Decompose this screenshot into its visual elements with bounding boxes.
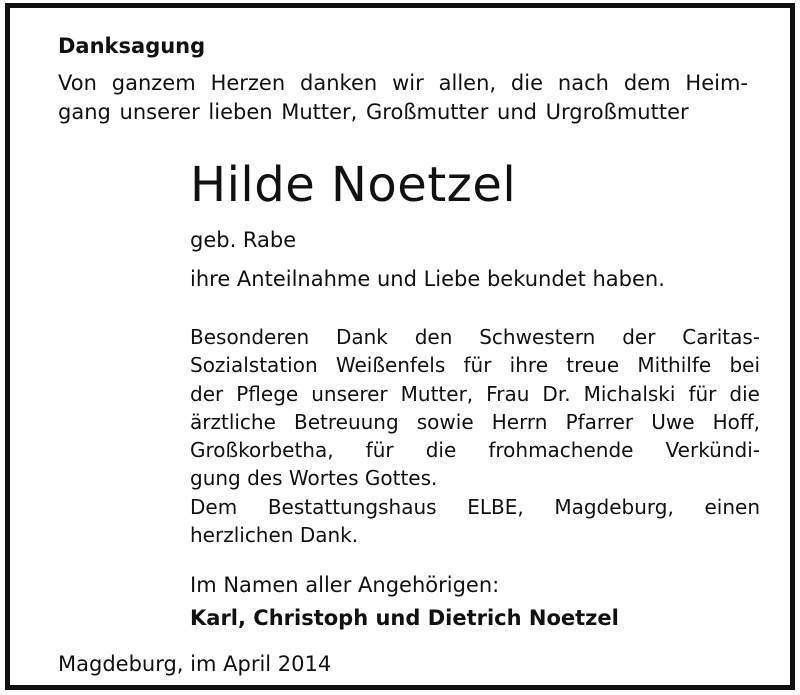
sympathy-line: ihre Anteilnahme und Liebe bekundet haben. <box>190 267 665 291</box>
birth-name: geb. Rabe <box>190 228 297 252</box>
thanks-paragraph <box>190 323 760 549</box>
thanks-line: gung des Wortes Gottes. <box>190 466 438 491</box>
intro-line: Von ganzem Herzen danken wir allen, die nach dem Heim- <box>58 71 748 95</box>
thanks-line: ärztliche Betreuung sowie Herrn Pfarrer Uwe Hoff, <box>190 409 760 434</box>
on-behalf-line: Im Namen aller Angehörigen: <box>190 573 500 597</box>
deceased-name: Hilde Noetzel <box>190 157 517 213</box>
thanks-line: Sozialstation Weißenfels für ihre treue Mithilfe bei <box>190 353 760 378</box>
thanks-line: der Pflege unserer Mutter, Frau Dr. Michalski für die <box>190 381 760 406</box>
obituary-notice <box>5 3 795 690</box>
intro-paragraph <box>58 69 748 127</box>
intro-line: gang unserer lieben Mutter, Großmutter und Urgroßmutter <box>58 100 689 124</box>
place-date: Magdeburg, im April 2014 <box>58 652 332 676</box>
thanks-line: Besonderen Dank den Schwestern der Caritas- <box>190 325 760 349</box>
thanks-line: herzlichen Dank. <box>190 523 359 548</box>
signers-names: Karl, Christoph und Dietrich Noetzel <box>190 606 619 630</box>
thanks-line: Dem Bestattungshaus ELBE, Magdeburg, einen <box>190 494 760 519</box>
notice-heading: Danksagung <box>58 34 206 58</box>
thanks-line: Großkorbetha, für die frohmachende Verkündi- <box>190 438 760 463</box>
